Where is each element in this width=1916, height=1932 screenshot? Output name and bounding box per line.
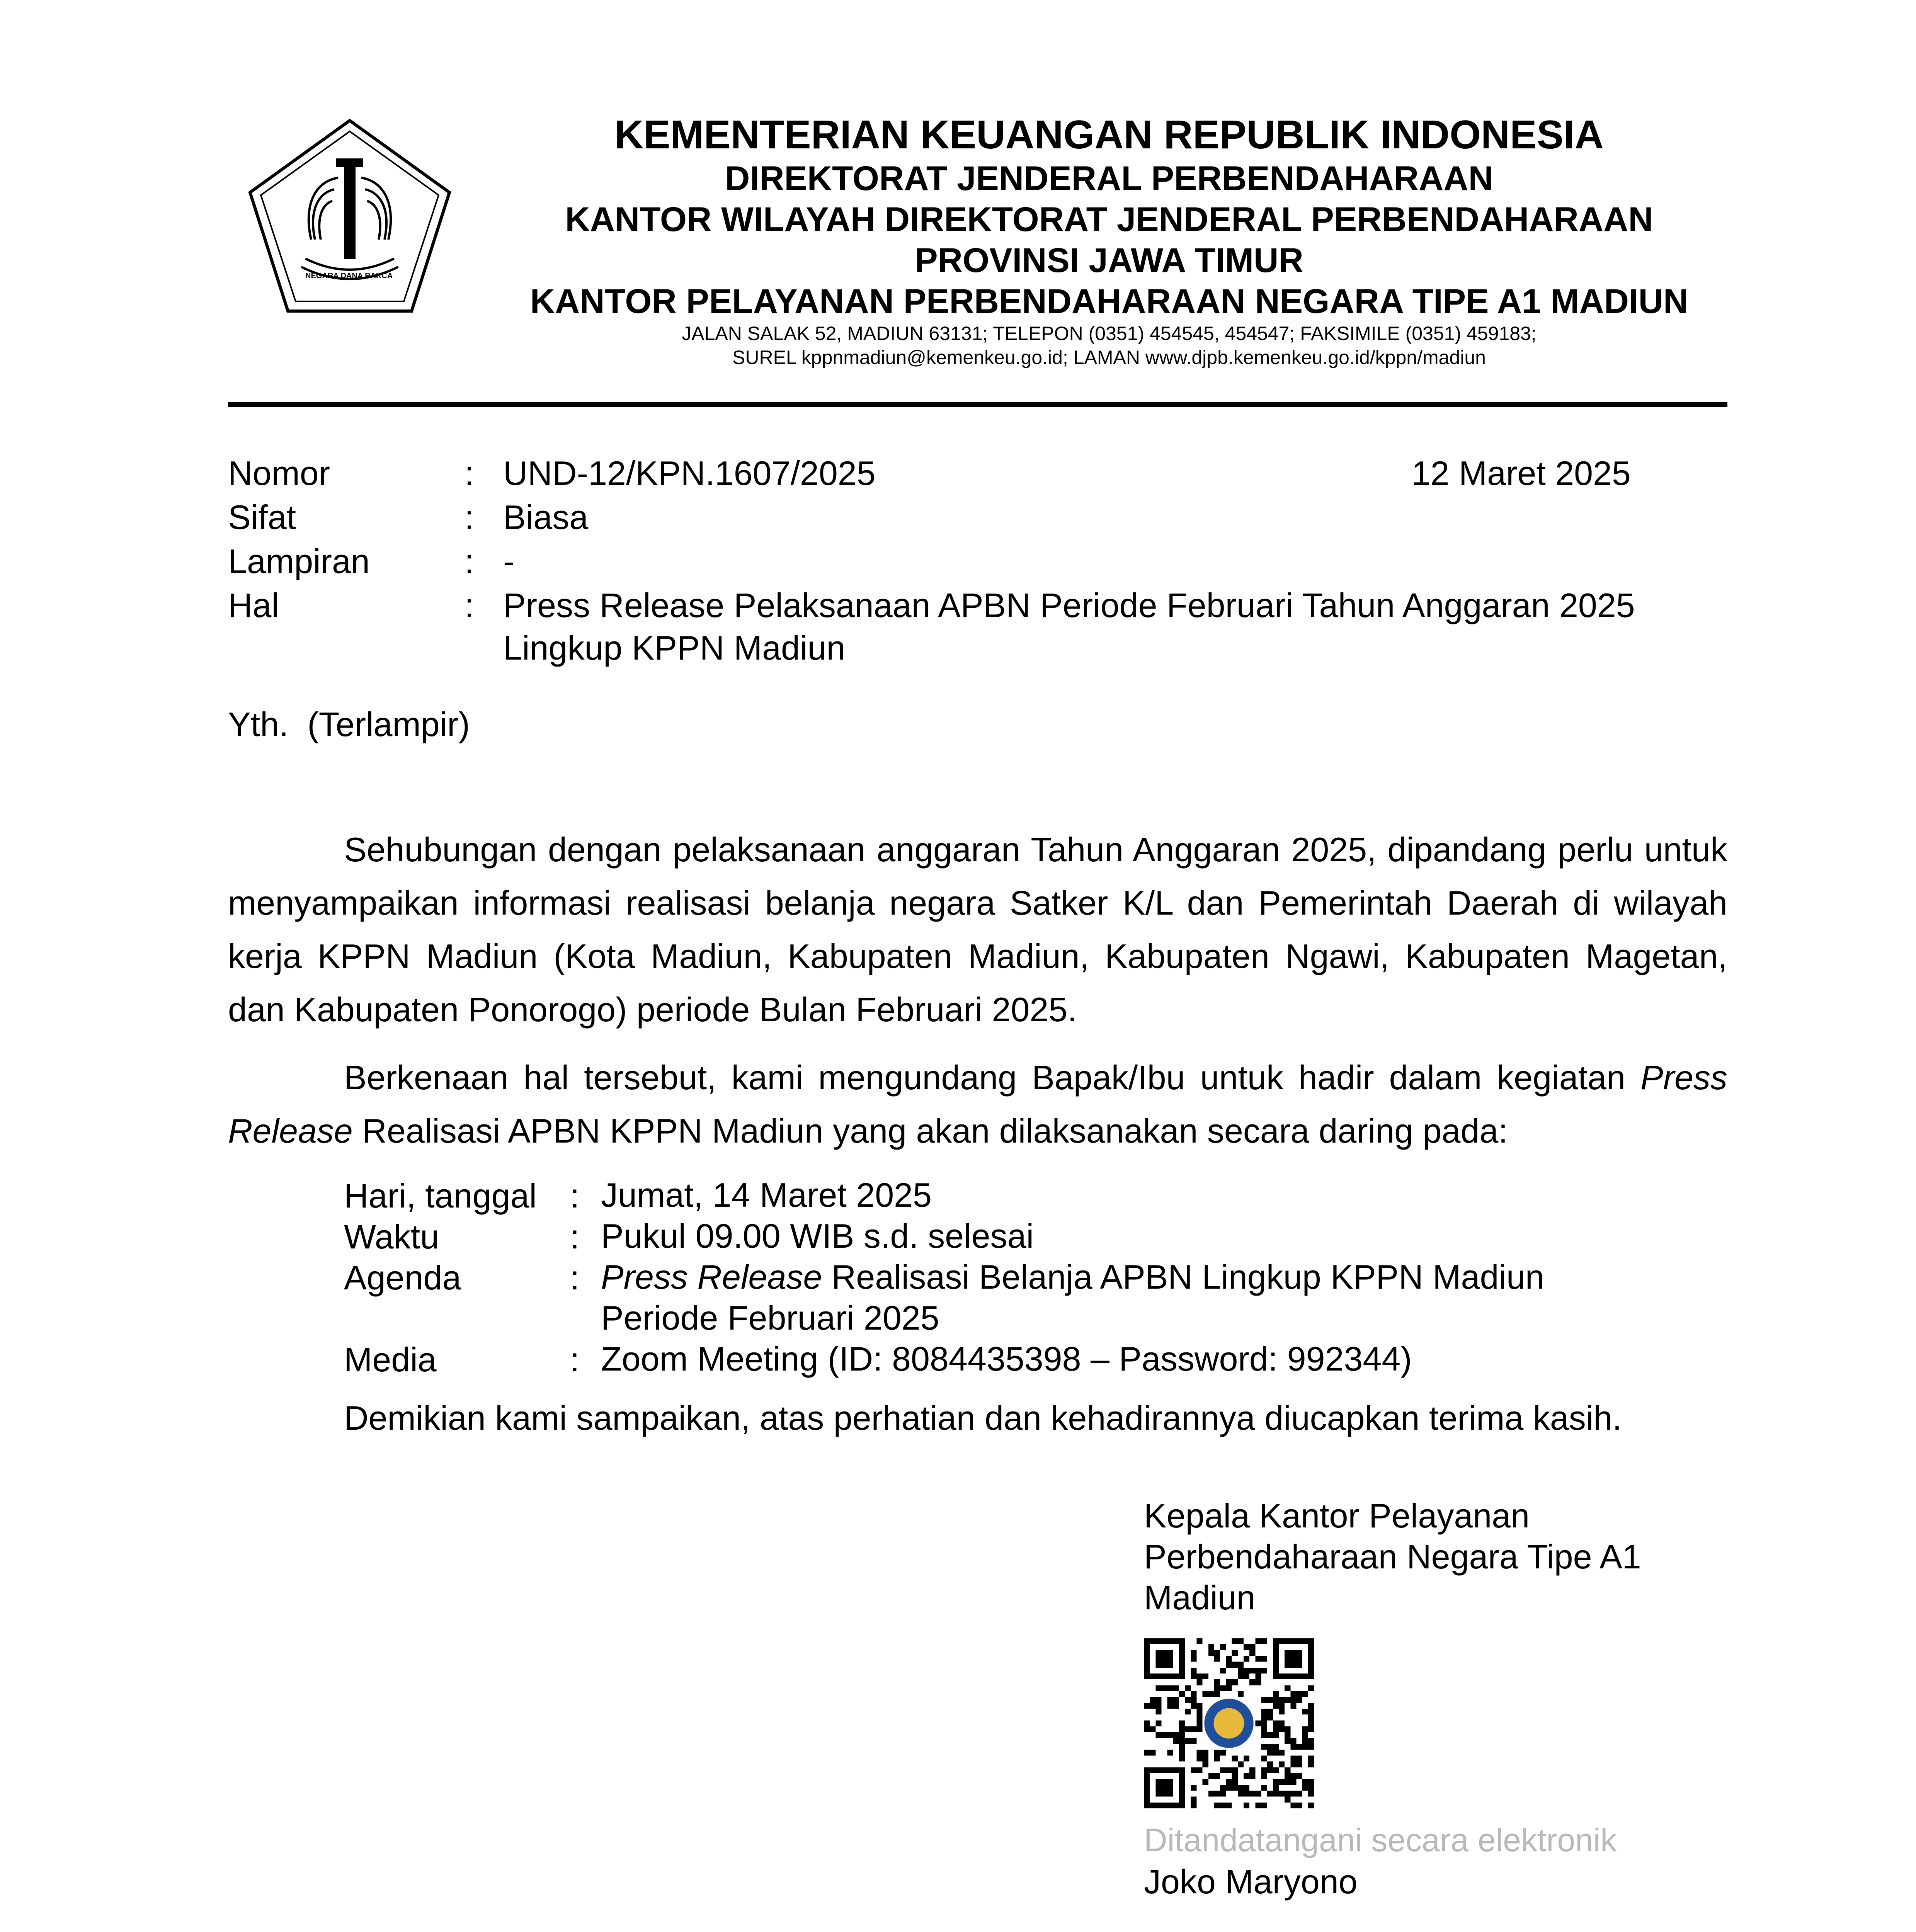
sifat-value: Biasa <box>503 498 589 536</box>
qr-code-icon <box>1144 1638 1314 1808</box>
signature-title-line-2: Perbendaharaan Negara Tipe A1 <box>1144 1537 1641 1576</box>
colon: : <box>570 1177 580 1215</box>
waktu-value: Pukul 09.00 WIB s.d. selesai <box>601 1217 1034 1255</box>
meta-row-lampiran <box>228 540 1727 584</box>
colon: : <box>570 1218 580 1256</box>
hal-label: Hal <box>228 586 279 624</box>
signer-name: Joko Maryono <box>1144 1862 1358 1901</box>
lampiran-value: - <box>503 542 515 580</box>
electronic-signature-note: Ditandatangani secara elektronik <box>1144 1822 1617 1858</box>
meta-row-nomor <box>228 452 1727 496</box>
agenda-rest: Realisasi Belanja APBN Lingkup KPPN Madiun <box>822 1258 1544 1296</box>
letterhead <box>479 112 1739 369</box>
letter-meta <box>228 452 1727 672</box>
agenda-line-2: Periode Februari 2025 <box>601 1299 939 1337</box>
meta-row-sifat <box>228 496 1727 540</box>
media-value: Zoom Meeting (ID: 8084435398 – Password: 992344) <box>601 1340 1412 1378</box>
letterhead-contact: SUREL kppnmadiun@kemenkeu.go.id; LAMAN www.djpb.kemenkeu.go.id/kppn/madiun <box>732 347 1486 368</box>
detail-row-media <box>344 1338 1696 1379</box>
letter-date: 12 Maret 2025 <box>1411 454 1631 492</box>
body-paragraph-2 <box>228 1051 1727 1158</box>
letterhead-divider <box>228 402 1727 407</box>
hari-value: Jumat, 14 Maret 2025 <box>601 1176 932 1214</box>
letterhead-address: JALAN SALAK 52, MADIUN 63131; TELEPON (0351) 454545, 454547; FAKSIMILE (0351) 459183; <box>682 323 1537 344</box>
colon: : <box>465 454 474 492</box>
meta-row-hal <box>228 584 1727 672</box>
detail-row-date <box>344 1175 1696 1216</box>
nomor-label: Nomor <box>228 454 330 492</box>
detail-row-time <box>344 1216 1696 1257</box>
agenda-label: Agenda <box>344 1259 461 1297</box>
agenda-value <box>601 1257 1722 1338</box>
addressee: Yth. (Terlampir) <box>228 705 470 743</box>
letterhead-office: KANTOR PELAYANAN PERBENDAHARAAN NEGARA TIPE A1 MADIUN <box>530 282 1688 320</box>
colon: : <box>570 1259 580 1297</box>
paragraph-2-italic: Press Release <box>228 1058 1727 1150</box>
media-label: Media <box>344 1340 437 1379</box>
letterhead-ministry: KEMENTERIAN KEUANGAN REPUBLIK INDONESIA <box>614 112 1604 157</box>
paragraph-1-text: Sehubungan dengan pelaksanaan anggaran Tahun Anggaran 2025, dipandang perlu untuk menyampaikan informasi realisasi belanja negara Satker K/L dan Pemerintah Daerah di wilayah kerja KPPN Madiun (Kota Madiun, Kabupaten Madiun, Kabupaten Ngawi, Kabupaten Magetan, dan Kabupaten Ponorogo) periode Bulan Februari 2025. <box>228 830 1727 1029</box>
hal-value <box>503 584 1740 669</box>
letterhead-province: PROVINSI JAWA TIMUR <box>915 241 1303 279</box>
colon: : <box>465 498 474 536</box>
colon: : <box>465 586 474 624</box>
waktu-label: Waktu <box>344 1218 439 1256</box>
paragraph-2-text-start: Berkenaan hal tersebut, kami mengundang Bapak/Ibu untuk hadir dalam kegiatan <box>344 1058 1641 1097</box>
hari-label: Hari, tanggal <box>344 1177 537 1215</box>
hal-line-1: Press Release Pelaksanaan APBN Periode Februari Tahun Anggaran 2025 <box>503 586 1635 624</box>
hal-line-2: Lingkup KPPN Madiun <box>503 629 846 667</box>
colon: : <box>570 1340 580 1379</box>
kemenkeu-logo-icon <box>245 116 454 317</box>
letterhead-regional-office: KANTOR WILAYAH DIREKTORAT JENDERAL PERBENDAHARAAN <box>565 200 1653 238</box>
detail-row-agenda <box>344 1257 1696 1338</box>
signature-title <box>1144 1495 1724 1618</box>
signature-title-line-1: Kepala Kantor Pelayanan <box>1144 1497 1530 1535</box>
logo-text: NEGARA DANA RAKCA <box>305 272 393 280</box>
event-details <box>344 1175 1696 1379</box>
letterhead-directorate: DIREKTORAT JENDERAL PERBENDAHARAAN <box>725 159 1493 197</box>
lampiran-label: Lampiran <box>228 542 370 580</box>
colon: : <box>465 542 474 580</box>
paragraph-2-text-end: Realisasi APBN KPPN Madiun yang akan dilaksanakan secara daring pada: <box>352 1112 1508 1150</box>
agenda-italic: Press Release <box>601 1258 822 1296</box>
body-paragraph-1 <box>228 823 1727 1036</box>
signature-title-line-3: Madiun <box>1144 1578 1256 1617</box>
sifat-label: Sifat <box>228 498 296 536</box>
closing-sentence: Demikian kami sampaikan, atas perhatian dan kehadirannya diucapkan terima kasih. <box>344 1399 1622 1437</box>
nomor-value: UND-12/KPN.1607/2025 <box>503 454 876 492</box>
